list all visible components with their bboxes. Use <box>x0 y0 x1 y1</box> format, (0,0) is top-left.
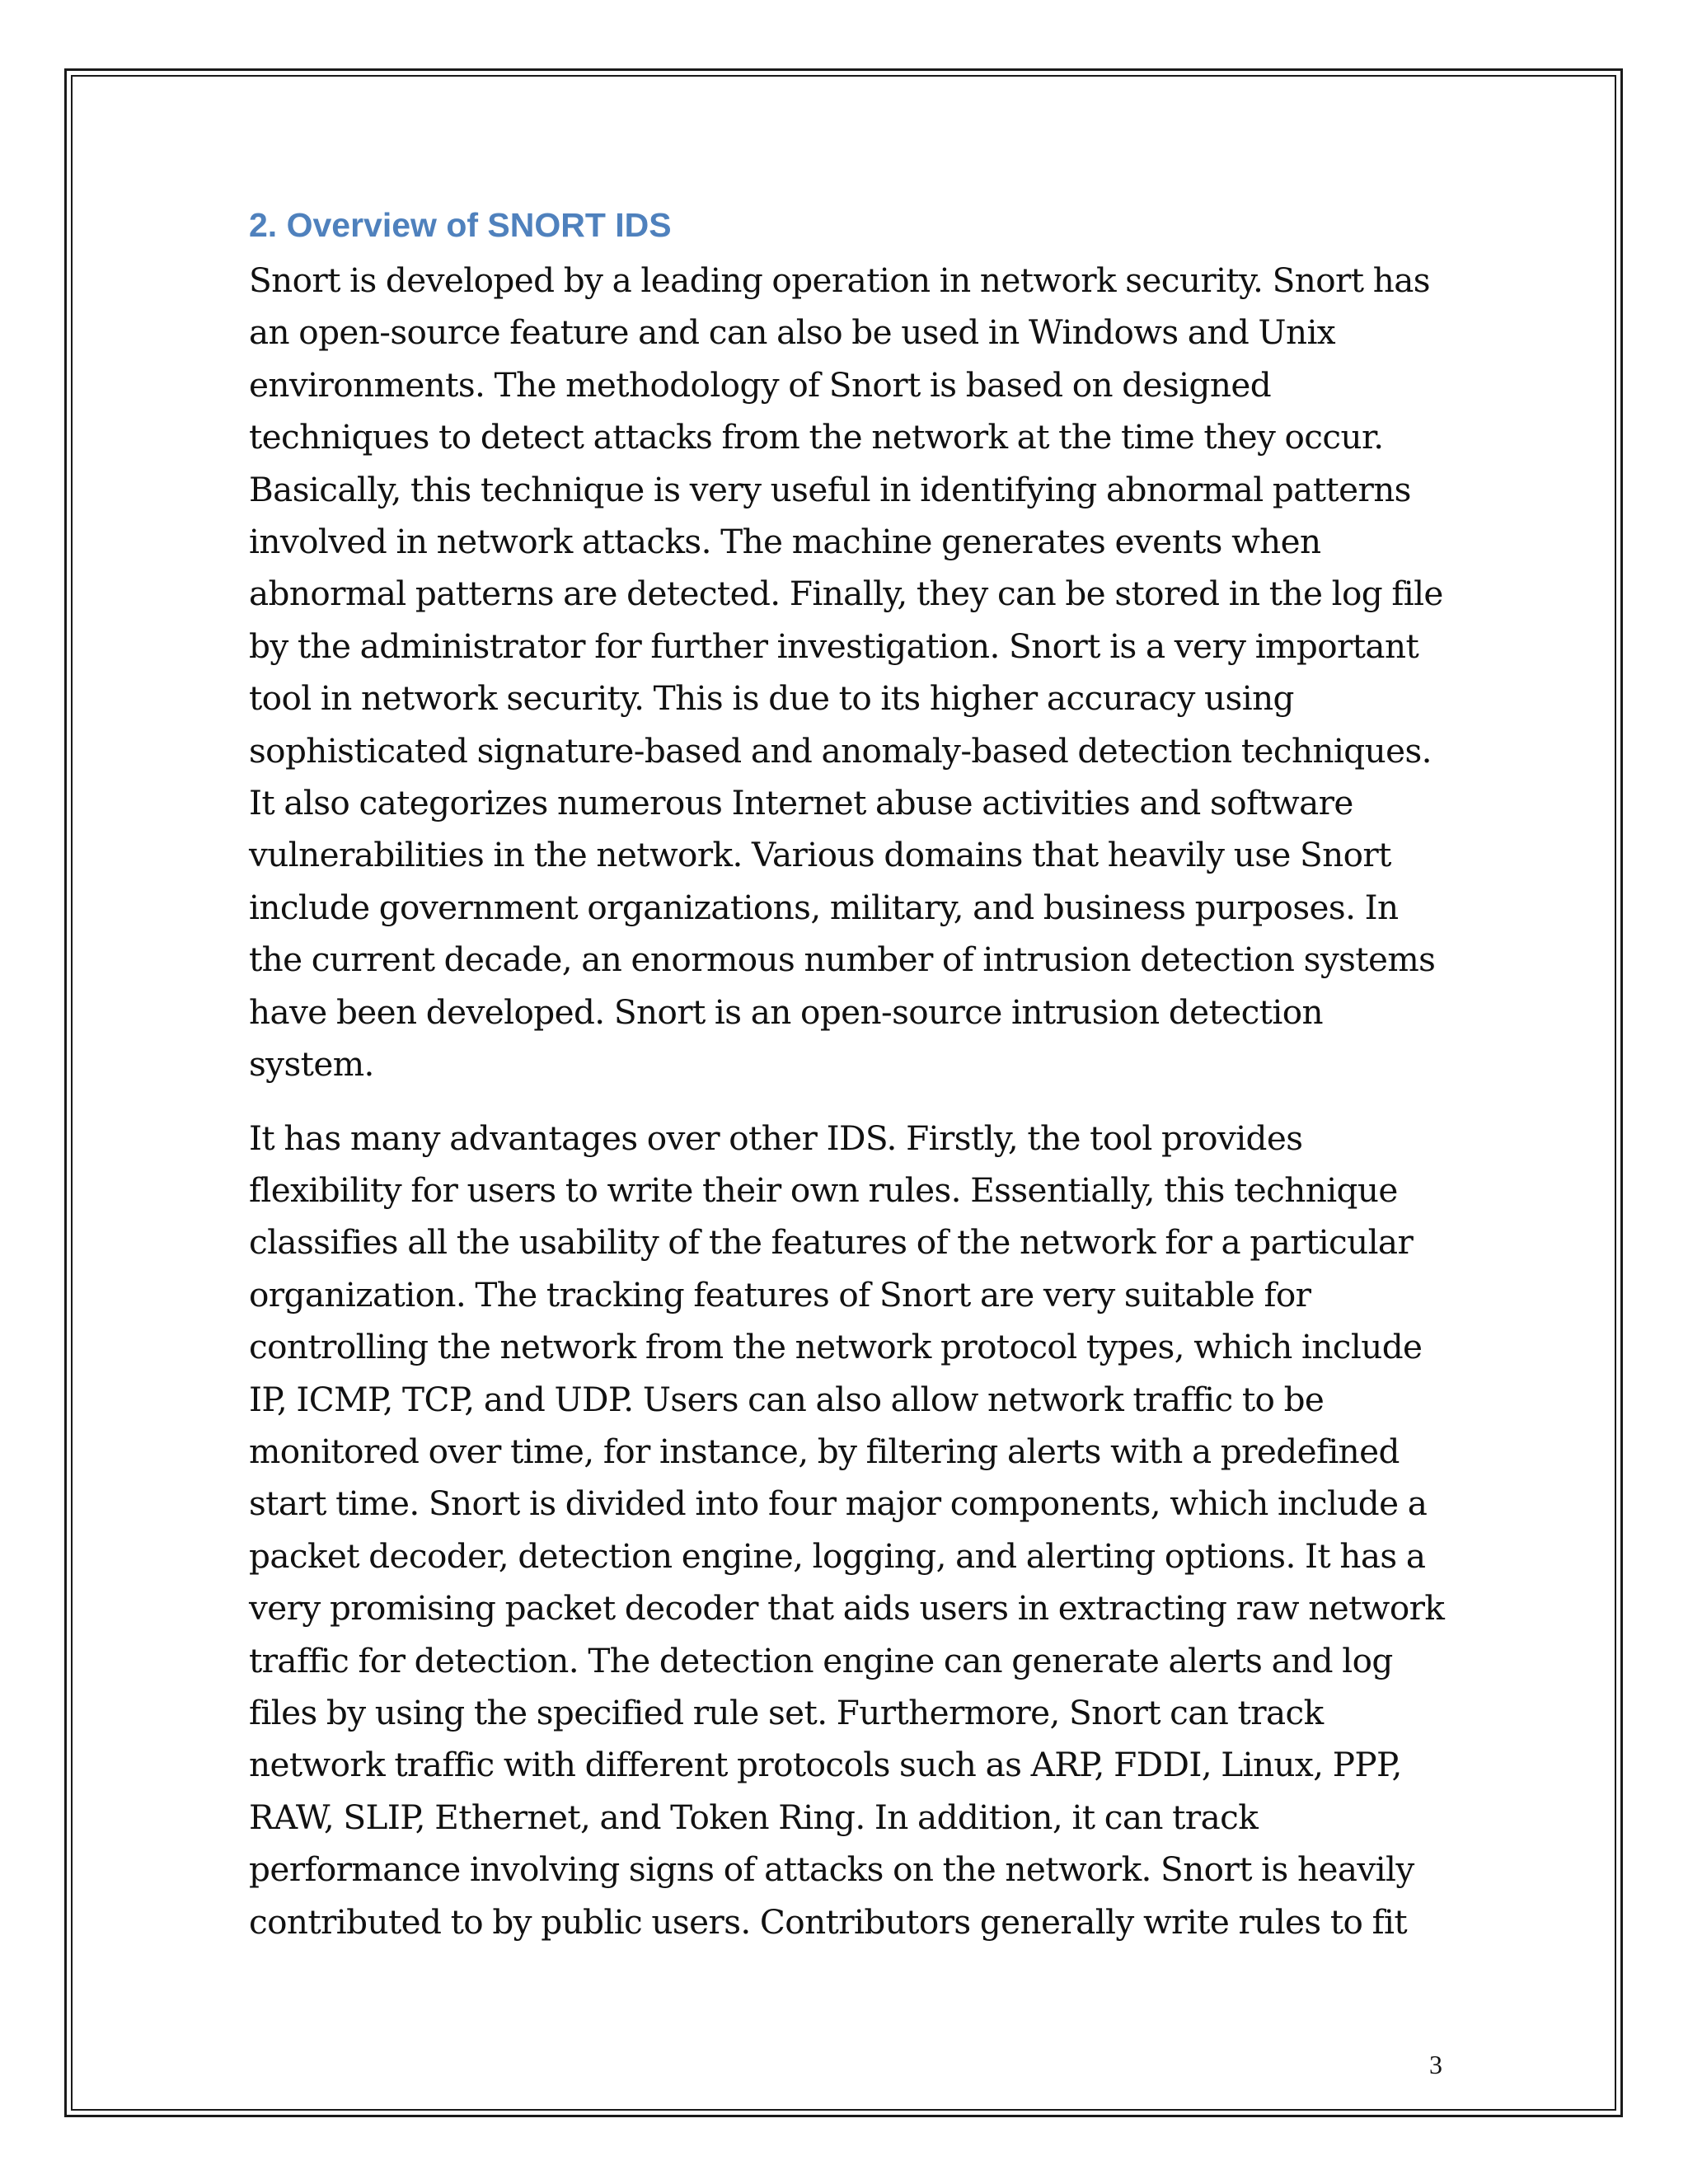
paragraph-advantages: It has many advantages over other IDS. Firstly, the tool provides flexibility for users to write their own rules. Essentially, this technique classifies all the usability of the features of the network for a particular organization. The tracking features of Snort are very suitable for controlling the network from the network protocol types, which include IP, ICMP, TCP, and UDP. Users can also allow network traffic to be monitored over time, for instance, by filtering alerts with a predefined start time. Snort is divided into four major components, which include a packet decoder, detection engine, logging, and alerting options. It has a very promising packet decoder that aids users in extracting raw network traffic for detection. The detection engine can generate alerts and log files by using the specified rule set. Furthermore, Snort can track network traffic with different protocols such as ARP, FDDI, Linux, PPP, RAW, SLIP, Ethernet, and Token Ring. In addition, it can track performance involving signs of attacks on the network. Snort is heavily contributed to by public users. Contributors generally write rules to fit <box>249 1118 1445 1942</box>
page-number: 3 <box>1429 2050 1442 2079</box>
paragraph-overview: Snort is developed by a leading operation in network security. Snort has an open-source feature and can also be used in Windows and Unix environments. The methodology of Snort is based on designed techniques to detect attacks from the network at the time they occur. Basically, this technique is very useful in identifying abnormal patterns involved in network attacks. The machine generates events when abnormal patterns are detected. Finally, they can be stored in the log file by the administrator for further investigation. Snort is a very important tool in network security. This is due to its higher accuracy using sophisticated signature-based and anomaly-based detection techniques. It also categorizes numerous Internet abuse activities and software vulnerabilities in the network. Various domains that heavily use Snort include government organizations, military, and business purposes. In the current decade, an enormous number of intrusion detection systems have been developed. Snort is an open-source intrusion detection system. <box>249 260 1443 1085</box>
document-body <box>249 202 1452 1948</box>
section-heading: 2. Overview of SNORT IDS <box>249 206 672 244</box>
